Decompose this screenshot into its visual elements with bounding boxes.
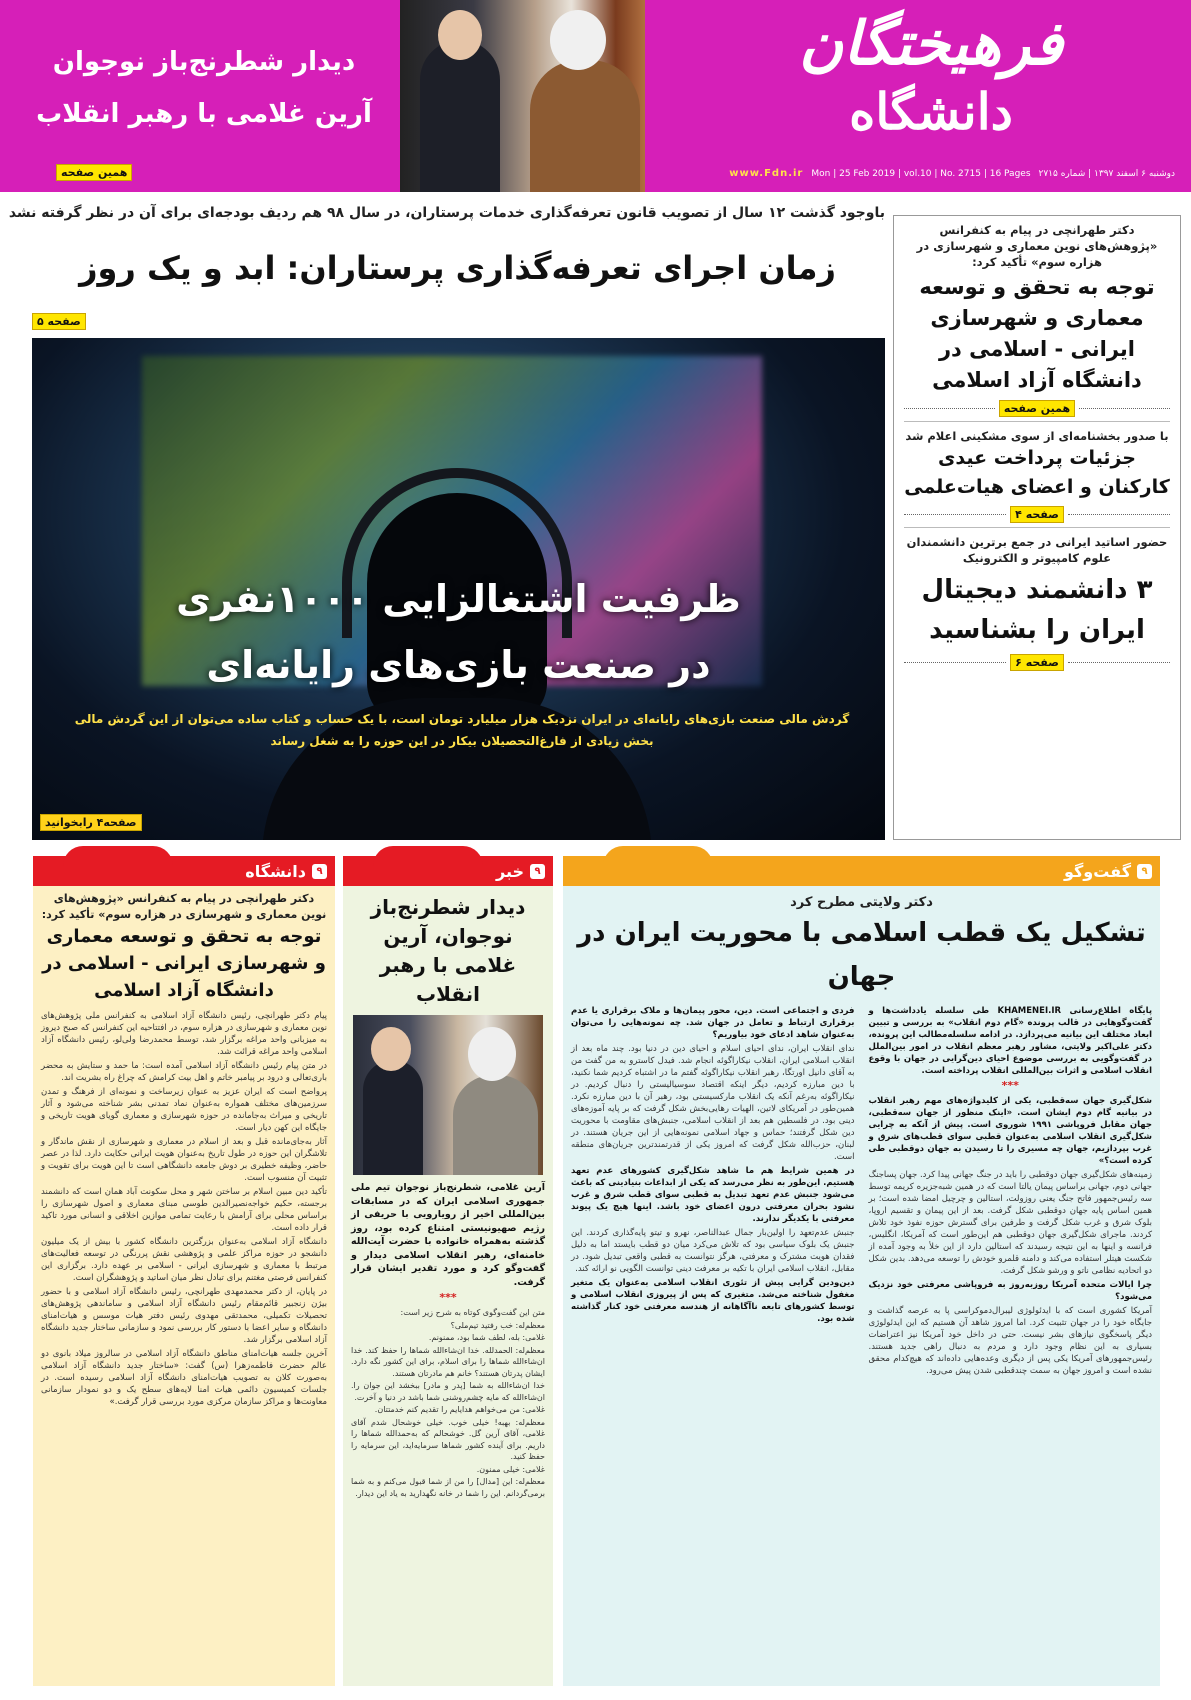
sidebar-kicker: حضور اساتید ایرانی در جمع برترین دانشمندان علوم کامپیوتر و الکترونیک: [906, 535, 1168, 565]
hero-gaming-photo: [32, 338, 885, 840]
article-intro: پایگاه اطلاع‌رسانی KHAMENEI.IR طی سلسله یادداشت‌ها و گفت‌وگوهایی در قالب پرونده «گام دوم انقلاب» به بررسی و تبیین ابعاد مختلف این بیانیه می‌پردازد. در ادامه سلسله‌مطالب این پرونده، دکتر علی‌اکبر ولایتی، مشاور رهبر معظم انقلاب در امور بین‌الملل در گفت‌وگویی به بررسی موضوع احیای دین‌گرایی در جهان با وقوع انقلاب اسلامی و اثرات بین‌المللی انقلاب پرداخته است.: [868, 1006, 1153, 1076]
same-page-badge[interactable]: همین صفحه: [56, 164, 132, 181]
section-label: دانشگاه: [245, 861, 306, 881]
article-paragraph: معظم‌له: بهبه! خیلی خوب. خیلی خوشحال شدم آقای غلامی، آقای آرین گل. خوشحالم که به‌حمدالله شماها را داریم. برای آینده کشور شماها سرمایه‌اید، این سرمایه را حفظ کنید.: [351, 1417, 545, 1461]
sidebar-item[interactable]: [904, 222, 1170, 417]
sidebar-title: ۳ دانشمند دیجیتال ایران را بشناسید: [921, 575, 1153, 645]
article-paragraph: پرواضح است که ایران عزیز به عنوان زیرساخت و نمونه‌ای از فرهنگ و تمدن سرزمین‌های مختلف همواره به‌عنوان نماد تمدنی بشر شناخته می‌شود و آثار تاریخی و میراث به‌جامانده در حوزه شهرسازی و معماری گویای هویت تاریخی و جایگاه این کهن دیار است.: [41, 1087, 327, 1133]
article-paragraph: غلامی: من می‌خواهم هدایایم را تقدیم کنم خدمتتان.: [374, 1405, 545, 1414]
hero-description: [52, 708, 872, 752]
interview-answer: ندای انقلاب ایران، ندای احیای اسلام و احیای دین در دنیا بود. چند ماه بعد از انقلاب اسلامی ایران، انقلاب نیکاراگوئه انجام شد. فیدل کاسترو به من گفت من به آقای دانیل اورتگا، رهبر انقلاب نیکاراگوئه گفتم ما در اشتباه کردیم شما نکنید، با دین مبارزه کردیم، دیگر اینکه اقتصاد سوسیالیستی را دنبال کردیم. در نیکاراگوئه به‌رغم آنکه یک انقلاب مارکسیستی بود، رهبر آن با دین مبارزه نکرد. همین‌طور در آمریکای لاتین، الهیات رهایی‌بخش شکل گرفت که بر پایه آموزه‌های دینی بود. در فلسطین هم بعد از انقلاب اسلامی، جنبش‌های مقاومت با محوریت دین شکل گرفتند؛ حماس و جهاد اسلامی نمونه‌هایی از این جریان هستند. در لبنان، حزب‌الله شکل گرفت که امروز یکی از قدرتمندترین جریان‌های منطقه است.: [571, 1044, 855, 1162]
article-kicker: دکتر طهرانچی در پیام به کنفرانس «پژوهش‌های نوین معماری و شهرسازی در هزاره سوم» تأکید کرد:: [41, 892, 327, 921]
section-header-interview[interactable]: [563, 856, 1160, 886]
hero-title-line2: در صنعت بازی‌های رایانه‌ای: [206, 643, 711, 687]
interview-answer: جنبش عدم‌تعهد را اولین‌بار جمال عبدالناصر، نهرو و تیتو پایه‌گذاری کردند. این جنبش یک بلوک سیاسی بود که تلاش می‌کرد میان دو قطب بایستد اما به دلیل فقدان هویت مشترک و معرفتی، هرگز نتوانست به قطبی واقعی تبدیل شود. در مقابل، انقلاب اسلامی ایران با تکیه بر معرفت دینی توانست الگویی نو ارائه کند.: [571, 1228, 855, 1274]
section-header-news[interactable]: [343, 856, 553, 886]
masthead-headline-line2: آرین غلامی با رهبر انقلاب: [36, 99, 372, 129]
logo-line2: دانشگاه: [849, 82, 1013, 141]
separator-stars: ***: [1001, 1079, 1019, 1092]
interview-question: فردی و اجتماعی است. دین، محور پیمان‌ها و ملاک برقراری یا عدم برقراری ارتباط و تعامل در جهان شد. چه نمونه‌هایی را می‌توان به‌عنوان شاهد ادعای خود بیاوریم؟: [571, 1006, 855, 1040]
article-title[interactable]: تشکیل یک قطب اسلامی با محوریت ایران در جهان: [577, 918, 1146, 992]
article-paragraph: معظم‌له: این [مدال] را من از شما قبول می‌کنم و به شما برمی‌گردانم. این را شما در خانه نگهدارید به یاد این دیدار.: [351, 1477, 545, 1498]
interview-answer: آمریکا کشوری است که با ایدئولوژی لیبرال‌دموکراسی پا به عرصه گذاشت و جایگاه خود را در جهان تثبیت کرد. اما امروز شاهد آن هستیم که این ایدئولوژی دیگر پاسخگوی نیازهای بشر نیست. حتی در داخل خود آمریکا نیز اعتراضات بسیاری به این نظام وجود دارد و مردم به دنبال راهی جدید هستند. رئیس‌جمهورهای آمریکا یکی پس از دیگری وعده‌هایی داده‌اند که هیچ‌کدام محقق نشده است و امروز جهان به سمت چندقطبی شدن پیش می‌رود.: [868, 1306, 1152, 1376]
article-paragraph: در پایان، از دکتر محمدمهدی طهرانچی، رئیس دانشگاه آزاد اسلامی و با حضور بیژن زنجبیر قائم‌مقام رئیس دانشگاه آزاد اسلامی و ساماندهی پژوهش‌های تحصیلات تکمیلی، محمدتقی مهدوی رئیس دفتر هیات موسس و هیات‌امنای دانشگاه و سایر اعضا با دستور کار بررسی نمود و سازمانی ساختار جدید دانشگاه آزاد اسلامی برگزار شد.: [41, 1287, 327, 1345]
article-title[interactable]: توجه به تحقق و توسعه معماری و شهرسازی ایرانی - اسلامی در دانشگاه آزاد اسلامی: [42, 926, 326, 1001]
article-paragraph: در متن پیام رئیس دانشگاه آزاد اسلامی آمده است: ما حمد و ستایش به محضر باری‌تعالی و درود بر پیامبر خاتم و اهل بیت کرامش که چراغ راه بشریت اند.: [41, 1061, 327, 1083]
masthead-headline-line1: دیدار شطرنج‌باز نوجوان: [52, 47, 356, 77]
separator-stars: ***: [439, 1291, 457, 1304]
masthead: [0, 0, 1191, 192]
article-paragraph: معظم‌له: الحمدلله. خدا ان‌شاءالله شماها را حفظ کند. خدا ان‌شاءالله شماها را برای اسلام، برای این کشور نگه دارد. ایشان پدرتان هستند؟ خانم هم مادرتان هستند.: [351, 1345, 545, 1378]
sidebar-title: توجه به تحقق و توسعه معماری و شهرسازی ایرانی - اسلامی در دانشگاه آزاد اسلامی: [919, 275, 1155, 392]
sidebar-badge[interactable]: همین صفحه: [999, 400, 1075, 417]
section-news: [343, 856, 553, 1686]
sidebar-badge[interactable]: صفحه ۴: [1010, 506, 1064, 523]
hero-desc-line2: بخش زیادی از فارغ‌التحصیلان بیکار در این حوزه را به شغل رساند: [270, 734, 654, 748]
masthead-headline[interactable]: [14, 36, 394, 140]
article-title[interactable]: دیدار شطرنج‌باز نوجوان، آرین غلامی با رهبر انقلاب: [370, 895, 526, 1006]
section-interview: [563, 856, 1160, 1686]
article-paragraph: آخرین جلسه هیات‌امنای مناطق دانشگاه آزاد اسلامی در سالروز میلاد بانوی دو عالم حضرت فاطمه‌زهرا (س) گفت: «ساختار جدید دانشگاه آزاد اسلامی به‌صورت کلان به تصویب هیات‌امنای دانشگاه آزاد اسلامی رسیده است. در جلسات کمیسیون دائمی هیات امنا لایه‌های سطح یک و دو نمودار سازمانی معاونت‌ها و مراکز سازمان مرکزی مورد بررسی قرار گرفت.»: [41, 1349, 327, 1407]
hero-page-badge[interactable]: صفحه۴ رابخوانید: [40, 814, 142, 831]
section-number-icon: ۹: [530, 864, 545, 879]
lead-headline[interactable]: زمان اجرای تعرفه‌گذاری پرستاران: ابد و یک روز: [79, 249, 836, 287]
interview-question: چرا ایالات متحده آمریکا روز‌به‌روز به فروپاشی معرفتی خود نزدیک می‌شود؟: [868, 1280, 1152, 1302]
interview-question: دین‌ودین گرایی پیش از تئوری انقلاب اسلامی به‌عنوان یک متغیر مغفول شناخته می‌شد. متغیری که پس از پیروزی انقلاب اسلامی و توسط کشورهای تابعه ناآگاهانه از هندسه معرفتی خود کنار گذاشته شده بود.: [571, 1278, 855, 1324]
sidebar-kicker: با صدور بخشنامه‌ای از سوی مشکینی اعلام شد: [905, 429, 1169, 443]
section-number-icon: ۹: [1137, 864, 1152, 879]
sidebar-item[interactable]: [904, 428, 1170, 523]
article-paragraph: غلامی: بله، لطف شما بود، ممنونم.: [428, 1333, 545, 1342]
hero-title-line1: ظرفیت اشتغالزایی ۱۰۰۰نفری: [176, 577, 741, 621]
lead-kicker: باوجود گذشت ۱۲ سال از تصویب قانون تعرفه‌گذاری خدمات پرستاران، در سال ۹۸ هم ردیف بودجه‌ای برای آن در نظر گرفته نشد: [8, 205, 885, 221]
article-kicker: دکتر ولایتی مطرح کرد: [790, 895, 933, 910]
article-paragraph: آثار به‌جای‌مانده قبل و بعد از اسلام در معماری و شهرسازی از نقش ماندگار و تلاشگران این حوزه در طول تاریخ به‌عنوان هویت ایرانی حکایت دارد. لذا در عصر حاضر، وظیفه خطیری بر دوش جامعه دانشگاهی است تا این هویت برای تقویت و تثبیت آن منسوب است.: [41, 1137, 327, 1183]
sidebar-teasers: [893, 215, 1181, 840]
interview-answer: زمینه‌های شکل‌گیری جهان دوقطبی را باید در جنگ جهانی پیدا کرد. جهان پساجنگ جهانی دوم، جهانی براساس پیمان یالتا است که در همین شبه‌جزیره کریمه توسط سه رئیس‌جمهور فاتح جنگ یعنی روزولت، استالین و چرچیل امضا شده است؛ بر همین اساس پایه جهان دوقطبی شکل گرفت. بعد از این پیمان و تقسیم اروپا، بلوک شرق و غرب شکل گرفت و طرفین برای گسترش حوزه نفوذ خود تلاش کردند. ماجرای شکل‌گیری جهان دوقطبی هم این‌طور است که آمریکا، انگلیس، فرانسه و اینها به این نتیجه رسیدند که استالین دارد از این خلأ به وجود آمده از شکست هیتلر استفاده می‌کند و دامنه قلمرو خودش را توسعه می‌دهد. بدین شکل دو اتحادیه نظامی ناتو و ورشو شکل گرفت.: [868, 1170, 1152, 1276]
section-label: خبر: [495, 861, 524, 881]
article-paragraph: معظم‌له: خب رفتید تیم‌ملی؟: [450, 1320, 545, 1330]
article-paragraph: تأکید دین مبین اسلام بر ساختن شهر و محل سکونت آباد همان است که دانشمند برجسته، حکیم خواجه‌نصیرالدین طوسی مبنای معماری و اصول شهرسازی را براساس محلی برای آرامش با رعایت تمامی موازین اخلاقی و انسانی مورد تاکید قرار داده است.: [41, 1187, 327, 1233]
section-number-icon: ۹: [312, 864, 327, 879]
article-paragraph: غلامی: خیلی ممنون.: [476, 1464, 545, 1474]
english-issue-info: Mon | 25 Feb 2019 | vol.10 | No. 2715 | 16 Pages: [811, 168, 1031, 179]
hero-desc-line1: گردش مالی صنعت بازی‌های رایانه‌ای در ایران نزدیک هزار میلیارد تومان است، با یک حساب و کتاب ساده می‌توان از این گردش مالی: [74, 712, 850, 726]
article-paragraph: پیام دکتر طهرانچی، رئیس دانشگاه آزاد اسلامی به کنفرانس ملی پژوهش‌های نوین معماری و شهرسازی در هزاره سوم، در افتتاحیه این کنفرانس که صبح دیروز به میزبانی واحد مراغه برگزار شد، توسط محمدرضا ولی‌لو، رئیس دانشگاه آزاد اسلامی واحد مراغه قرائت شد.: [41, 1011, 327, 1057]
article-lead: آرین غلامی، شطرنج‌باز نوجوان تیم ملی جمهوری اسلامی ایران که در مسابقات بین‌المللی اخیر از رویارویی با حریفی از رژیم صهیونیستی امتناع کرده بود، روز گذشته به‌همراه خانواده با حضرت آیت‌الله خامنه‌ای، رهبر انقلاب اسلامی دیدار و گفت‌وگو کرد و مورد تقدیر ایشان قرار گرفت.: [351, 1182, 545, 1288]
section-label: گفت‌وگو: [1063, 861, 1131, 881]
persian-date: دوشنبه ۶ اسفند ۱۳۹۷ | شماره ۲۷۱۵: [1038, 168, 1175, 179]
meeting-photo: [400, 0, 645, 192]
sidebar-item[interactable]: [904, 534, 1170, 671]
website-link[interactable]: www.Fdn.ir: [729, 168, 804, 179]
section-header-university[interactable]: [33, 856, 335, 886]
article-paragraph: دانشگاه آزاد اسلامی به‌عنوان بزرگترین دانشگاه کشور با بیش از یک میلیون دانشجو در حوزه مراکز علمی و پژوهشی نقش پررنگی در توسعه فعالیت‌های مرتبط با معماری و شهرسازی ایرانی - اسلامی بر عهده دارد. برگزاری این کنفرانس فرصتی مغتنم برای تبادل نظر میان اساتید و پژوهشگران است.: [41, 1237, 327, 1283]
interview-question: شکل‌گیری جهان سه‌قطبی، یکی از کلیدواژه‌های مهم رهبر انقلاب در بیانیه گام دوم ایشان است. «اینک منظور از جهان سه‌قطبی، جهان مقابل فروپاشی ۱۹۹۱ شوروی است. پیش از آنکه به چرایی شکل‌گیری انقلاب اسلامی به‌عنوان قطبی سوای قطب‌های شرق و غرب بپردازیم، جهان چه مسیری را تا رسیدن به جهان دوقطبی طی کرده است؟»: [868, 1096, 1153, 1166]
sidebar-kicker: دکتر طهرانچی در پیام به کنفرانس «پژوهش‌های نوین معماری و شهرسازی در هزاره سوم» تأکید کرد:: [916, 223, 1158, 269]
publication-info: [665, 168, 1175, 179]
hero-title[interactable]: [32, 566, 885, 698]
newspaper-logo[interactable]: [691, 6, 1171, 142]
logo-line1: فرهیختگان: [799, 9, 1063, 79]
lead-page-badge[interactable]: صفحه ۵: [32, 313, 86, 330]
sidebar-title: جزئیات پرداخت عیدی کارکنان و اعضای هیات‌علمی: [904, 447, 1170, 498]
meeting-photo: [353, 1015, 543, 1175]
interview-question: در همین شرایط هم ما شاهد شکل‌گیری کشورهای عدم تعهد هستیم. این‌طور به نظر می‌رسد که یکی از ابداعات بنیادینی که باعث می‌شود جنبش عدم تعهد تبدیل به قطبی سوای قطب شرق و غرب نشود بحران معرفتی درون اعضای خود باشد. اینها هیچ یک پیوند معرفتی با یکدیگر ندارند.: [571, 1166, 855, 1224]
article-paragraph: متن این گفت‌وگوی کوتاه به شرح زیر است:: [400, 1308, 545, 1317]
article-paragraph: خدا ان‌شاءالله به شما [پدر و مادر] ببخشد این جوان را. ان‌شاءالله که مایه چشم‌روشنی شما باشد در دنیا و آخرت.: [351, 1381, 545, 1402]
section-university: [33, 856, 335, 1686]
sidebar-badge[interactable]: صفحه ۶: [1010, 654, 1064, 671]
